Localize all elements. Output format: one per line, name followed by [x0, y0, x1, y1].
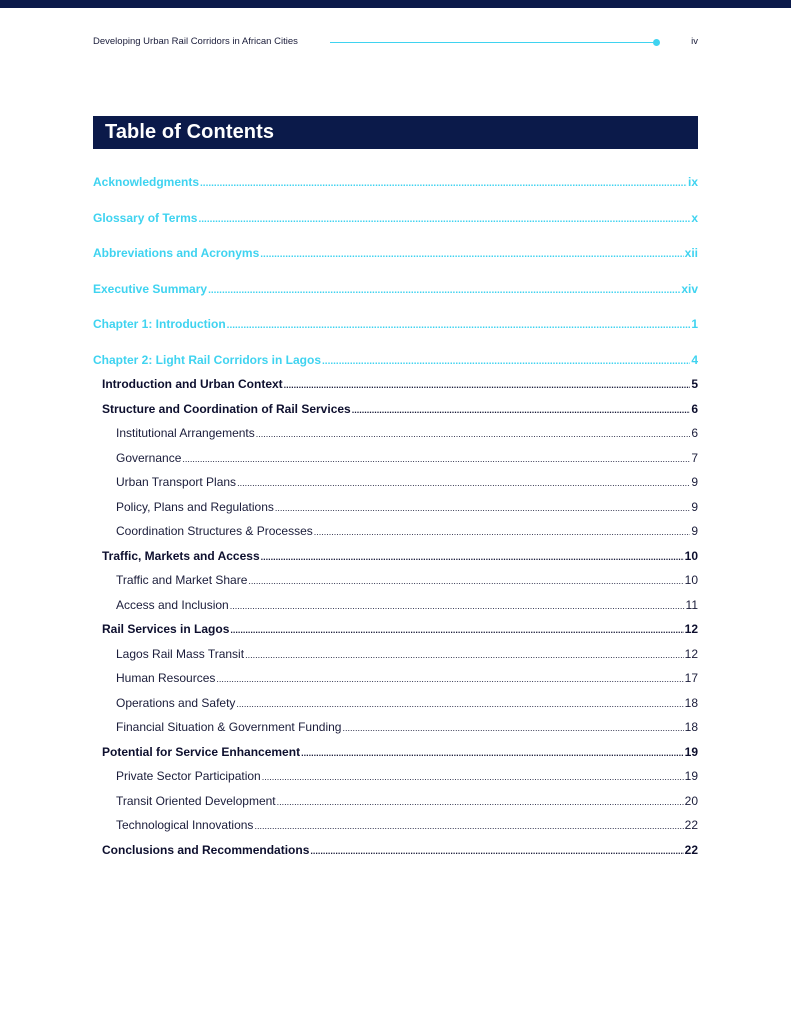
toc-entry[interactable]: [116, 720, 698, 740]
dot-leader: [284, 380, 691, 390]
dot-leader: [200, 178, 687, 189]
toc-entry-label: Policy, Plans and Regulations: [116, 500, 274, 514]
toc-entry[interactable]: [93, 246, 698, 266]
top-color-band: [0, 0, 791, 8]
dot-leader: [352, 405, 691, 415]
toc-entry-label: Chapter 1: Introduction: [93, 317, 226, 331]
toc-entry-label: Acknowledgments: [93, 175, 200, 189]
toc-entry-label: Financial Situation & Government Funding: [116, 720, 342, 734]
dot-leader: [342, 723, 683, 733]
toc-entry[interactable]: [102, 622, 698, 642]
dot-leader: [198, 214, 690, 225]
toc-entry[interactable]: [116, 769, 698, 789]
toc-entry-page: xiv: [681, 282, 698, 296]
toc-entry[interactable]: [116, 647, 698, 667]
page-number: iv: [691, 36, 698, 47]
toc-entry-page: 18: [684, 720, 698, 734]
dot-leader: [216, 674, 683, 684]
dot-leader: [322, 356, 690, 367]
dot-leader: [227, 320, 691, 331]
toc-entry-label: Governance: [116, 451, 182, 465]
toc-entry-label: Lagos Rail Mass Transit: [116, 647, 245, 661]
toc-entry-label: Potential for Service Enhancement: [102, 745, 301, 759]
toc-entry-page: 19: [684, 745, 698, 759]
toc-entry-label: Institutional Arrangements: [116, 426, 255, 440]
toc-entry-page: 6: [691, 426, 698, 440]
toc-entry-page: xii: [684, 246, 698, 260]
dot-leader: [254, 821, 683, 831]
dot-leader: [245, 650, 684, 660]
toc-entry-page: 10: [684, 573, 698, 587]
dot-leader: [230, 625, 683, 635]
toc-entry-label: Introduction and Urban Context: [102, 377, 283, 391]
toc-entry-label: Abbreviations and Acronyms: [93, 246, 260, 260]
toc-entry-page: 9: [691, 475, 698, 489]
toc-entry-page: 9: [691, 524, 698, 538]
dot-leader: [256, 429, 691, 439]
toc-entry[interactable]: [93, 211, 698, 231]
toc-entry-label: Private Sector Participation: [116, 769, 261, 783]
toc-entry[interactable]: [102, 745, 698, 765]
toc-entry[interactable]: [116, 598, 698, 618]
toc-entry-page: 20: [684, 794, 698, 808]
toc-entry-page: 1: [691, 317, 698, 331]
toc-entry-label: Chapter 2: Light Rail Corridors in Lagos: [93, 353, 322, 367]
dot-leader: [262, 772, 684, 782]
toc-entry[interactable]: [102, 402, 698, 422]
toc-entry[interactable]: [116, 426, 698, 446]
toc-entry-page: 9: [691, 500, 698, 514]
header-rule-dot: [653, 39, 660, 46]
toc-entry-page: 22: [684, 818, 698, 832]
toc-entry-label: Traffic, Markets and Access: [102, 549, 260, 563]
dot-leader: [260, 249, 683, 260]
dot-leader: [277, 797, 684, 807]
running-header: [93, 36, 698, 50]
toc-entry-page: x: [691, 211, 698, 225]
toc-entry[interactable]: [93, 353, 698, 373]
toc-entry-page: 11: [685, 598, 698, 612]
toc-entry[interactable]: [102, 377, 698, 397]
toc-entry[interactable]: [116, 524, 698, 544]
toc-entry[interactable]: [93, 175, 698, 195]
toc-entry-label: Structure and Coordination of Rail Services: [102, 402, 351, 416]
toc-banner: [93, 116, 698, 149]
toc-entry-label: Executive Summary: [93, 282, 208, 296]
toc-entry-label: Glossary of Terms: [93, 211, 198, 225]
toc-entry-page: 12: [684, 647, 698, 661]
toc-entry[interactable]: [116, 573, 698, 593]
toc-entry[interactable]: [116, 451, 698, 471]
page-title: Table of Contents: [105, 121, 275, 143]
toc-entry[interactable]: [93, 282, 698, 302]
toc-entry-page: 4: [691, 353, 698, 367]
toc-entry[interactable]: [93, 317, 698, 337]
toc-entry[interactable]: [116, 818, 698, 838]
toc-entry-page: 10: [684, 549, 698, 563]
toc-entry-page: 18: [684, 696, 698, 710]
toc-entry-label: Transit Oriented Development: [116, 794, 276, 808]
dot-leader: [230, 601, 685, 611]
toc-entry-label: Human Resources: [116, 671, 216, 685]
dot-leader: [236, 699, 683, 709]
toc-entry[interactable]: [116, 500, 698, 520]
toc-entry[interactable]: [102, 843, 698, 863]
toc-entry[interactable]: [116, 696, 698, 716]
toc-entry-page: 6: [691, 402, 698, 416]
dot-leader: [314, 527, 691, 537]
dot-leader: [208, 285, 680, 296]
toc-entry-page: 22: [684, 843, 698, 857]
toc-entry-label: Traffic and Market Share: [116, 573, 248, 587]
header-rule: [330, 42, 655, 43]
dot-leader: [310, 846, 683, 856]
toc-entry-page: 12: [684, 622, 698, 636]
dot-leader: [301, 748, 684, 758]
dot-leader: [275, 503, 690, 513]
dot-leader: [261, 552, 684, 562]
toc-entry[interactable]: [116, 475, 698, 495]
toc-entry-label: Access and Inclusion: [116, 598, 229, 612]
toc-entry-page: 19: [684, 769, 698, 783]
toc-entry-page: 7: [691, 451, 698, 465]
dot-leader: [182, 454, 690, 464]
toc-entry-label: Rail Services in Lagos: [102, 622, 230, 636]
toc-entry-label: Conclusions and Recommendations: [102, 843, 310, 857]
toc-entry-page: 5: [691, 377, 698, 391]
toc-entry[interactable]: [116, 794, 698, 814]
toc-entry[interactable]: [116, 671, 698, 691]
toc-entry[interactable]: [102, 549, 698, 569]
toc-entry-label: Urban Transport Plans: [116, 475, 237, 489]
toc-entry-page: 17: [684, 671, 698, 685]
toc-entry-page: ix: [687, 175, 698, 189]
toc-entry-label: Coordination Structures & Processes: [116, 524, 313, 538]
toc-entry-label: Technological Innovations: [116, 818, 254, 832]
dot-leader: [248, 576, 683, 586]
dot-leader: [237, 478, 690, 488]
running-header-title: Developing Urban Rail Corridors in African Cities: [93, 36, 298, 47]
toc-entry-label: Operations and Safety: [116, 696, 236, 710]
